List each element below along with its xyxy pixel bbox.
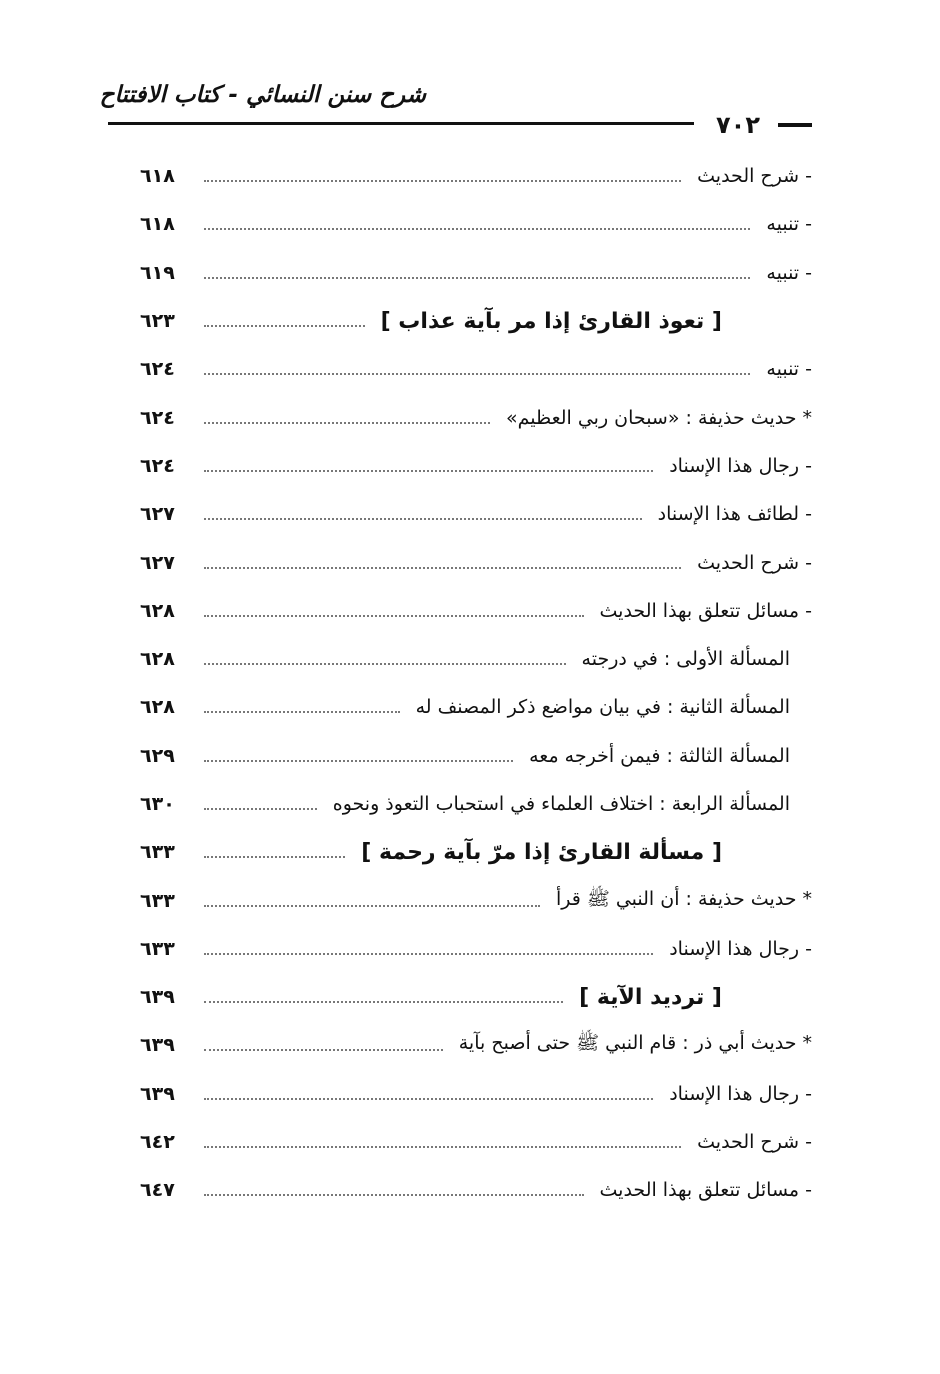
toc-entry-title: - لطائف هذا الإسناد (657, 503, 812, 526)
dot-leader (204, 711, 400, 713)
toc-entry (140, 1118, 812, 1166)
toc-entry-page: ٦٢٤ (140, 406, 175, 429)
toc-entry-title: المسألة الرابعة : اختلاف العلماء في استحباب التعوذ ونحوه (332, 793, 790, 815)
dot-leader (204, 760, 513, 762)
toc-entry (140, 152, 812, 200)
dot-leader (204, 856, 345, 858)
dot-leader (204, 277, 750, 279)
toc-entry-page: ٦٢٨ (140, 696, 175, 719)
dot-leader (204, 180, 681, 182)
toc-entry-page: ٦١٩ (140, 261, 175, 284)
toc-section-heading (140, 828, 812, 876)
toc-entry-title: - تنبيه (766, 213, 812, 236)
dot-leader (204, 1098, 653, 1100)
toc-entry (140, 876, 812, 924)
dot-leader (204, 1049, 443, 1051)
toc-entry-page: ٦٢٨ (140, 648, 175, 671)
toc-entry-title: - تنبيه (766, 261, 812, 284)
toc-entry-title: المسألة الثانية : في بيان مواضع ذكر المصنف له (415, 696, 790, 719)
toc-entry-page: ٦٢٤ (140, 454, 175, 477)
toc-entry (140, 732, 812, 780)
dot-leader (204, 1146, 681, 1148)
toc-entry (140, 587, 812, 635)
page-number: ٧٠٢ (716, 111, 760, 139)
toc-entry-page: ٦٢٣ (140, 310, 175, 333)
toc-entry-title: - رجال هذا الإسناد (669, 1082, 812, 1105)
toc-entry (140, 538, 812, 586)
dot-leader (204, 1194, 584, 1196)
dot-leader (204, 905, 540, 907)
toc-entry-page: ٦٣٣ (140, 841, 175, 864)
toc-entry-title: - شرح الحديث (697, 165, 812, 188)
toc-entry-page: ٦٢٨ (140, 599, 175, 622)
toc-entry-page: ٦٢٧ (140, 503, 175, 526)
toc-entry-page: ٦٤٢ (140, 1131, 175, 1154)
dot-leader (204, 325, 365, 327)
toc-entry (140, 442, 812, 490)
toc-entry-title: - رجال هذا الإسناد (669, 454, 812, 477)
toc-entry (140, 683, 812, 731)
toc-entry-page: ٦٢٩ (140, 744, 175, 767)
page-number-group (708, 111, 812, 139)
dot-leader (204, 470, 653, 472)
toc-entry-page: ٦١٨ (140, 165, 175, 188)
toc-entry (140, 635, 812, 683)
dot-leader (204, 1001, 563, 1003)
toc-entry-title: * حديث حذيفة : «سبحان ربي العظيم» (505, 406, 812, 429)
toc-entry-page: ٦٢٧ (140, 551, 175, 574)
toc-entry-page: ٦٣٩ (140, 1034, 175, 1057)
dot-leader (204, 373, 750, 375)
toc-entry-title: [ مسألة القارئ إذا مرّ بآية رحمة ] (361, 839, 722, 865)
toc-entry (140, 1021, 812, 1069)
book-title: شرح سنن النسائي - كتاب الافتتاح (99, 82, 426, 108)
toc-entry-title: [ تعوذ القارئ إذا مر بآية عذاب ] (380, 308, 722, 334)
toc-entry (140, 393, 812, 441)
toc-entry (140, 1070, 812, 1118)
toc-entry (140, 780, 812, 828)
toc-section-heading (140, 973, 812, 1021)
dot-leader (204, 808, 317, 810)
toc-entry-title: [ ترديد الآية ] (579, 984, 722, 1010)
toc-entry-page: ٦٣٣ (140, 937, 175, 960)
dot-leader (204, 422, 490, 424)
toc-section-heading (140, 297, 812, 345)
header-rule (108, 122, 694, 125)
toc-entry-page: ٦٣٠ (140, 793, 175, 815)
toc-entry-title: المسألة الثالثة : فيمن أخرجه معه (529, 744, 790, 767)
toc-entry-title: - رجال هذا الإسناد (669, 937, 812, 960)
toc-entry-page: ٦٢٤ (140, 358, 175, 381)
dot-leader (204, 228, 750, 230)
toc-entry-page: ٦١٨ (140, 213, 175, 236)
toc-entry-title: - مسائل تتعلق بهذا الحديث (599, 599, 812, 622)
toc-entry-title: - شرح الحديث (697, 1131, 812, 1154)
toc-entry (140, 925, 812, 973)
dot-leader (204, 567, 681, 569)
toc-entry-page: ٦٣٩ (140, 986, 175, 1009)
toc-entry (140, 490, 812, 538)
dot-leader (204, 663, 566, 665)
toc-entry-title: المسألة الأولى : في درجته (581, 648, 790, 671)
toc-entry-title: - تنبيه (766, 358, 812, 381)
dot-leader (204, 615, 584, 617)
page-number-dash (778, 123, 812, 127)
toc-entry-title: * حديث حذيفة : أن النبي ﷺ قرأ (555, 887, 812, 910)
toc-entry-title: - شرح الحديث (697, 551, 812, 574)
toc-entry-page: ٦٣٩ (140, 1082, 175, 1105)
table-of-contents (140, 152, 812, 1215)
toc-entry (140, 345, 812, 393)
dot-leader (204, 953, 653, 955)
toc-entry (140, 249, 812, 297)
dot-leader (204, 518, 642, 520)
toc-entry-page: ٦٣٣ (140, 889, 175, 912)
toc-entry (140, 1166, 812, 1214)
toc-entry (140, 200, 812, 248)
toc-entry-title: * حديث أبي ذر : قام النبي ﷺ حتى أصبح بآية (458, 1032, 812, 1055)
toc-entry-page: ٦٤٧ (140, 1179, 175, 1202)
toc-entry-title: - مسائل تتعلق بهذا الحديث (599, 1179, 812, 1202)
